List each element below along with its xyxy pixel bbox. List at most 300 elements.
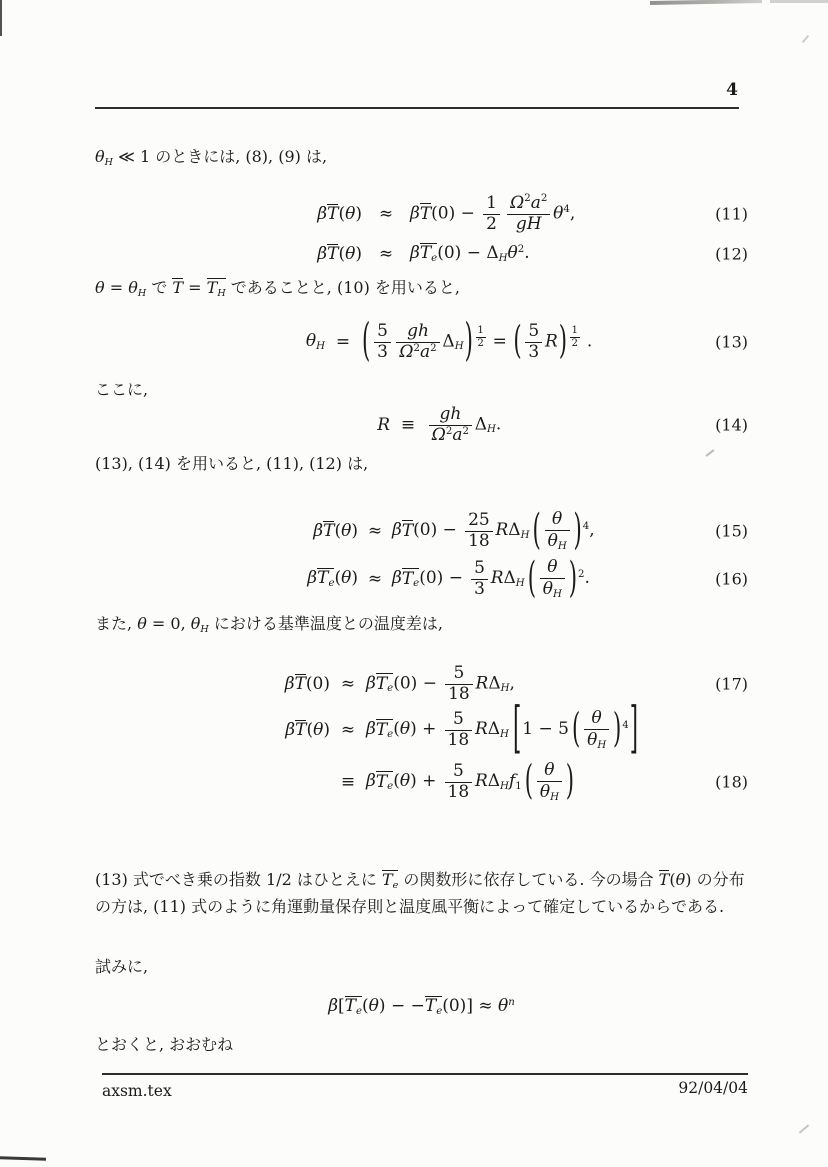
math-var: R <box>475 673 489 694</box>
math-overline <box>207 278 226 298</box>
math-var: e <box>392 879 399 891</box>
scan-artifact-bottom-left <box>0 1156 46 1161</box>
math-var: β <box>284 674 295 694</box>
math-fraction <box>445 664 473 704</box>
math-var: θ <box>498 996 509 1017</box>
equation-lhs <box>95 415 390 435</box>
math-overline <box>420 203 431 222</box>
math-fraction <box>396 322 439 362</box>
math-var: β <box>392 568 402 589</box>
math-fraction <box>507 194 550 234</box>
math-var: θ <box>313 720 324 740</box>
math-text: ( <box>306 720 314 740</box>
math-subscript <box>521 531 530 541</box>
math-overline <box>382 870 398 890</box>
math-var: e <box>436 1006 443 1018</box>
fraction-denominator <box>525 343 542 363</box>
math-var: θ <box>341 568 352 589</box>
header-rule <box>95 107 739 109</box>
math-subscript <box>558 542 567 552</box>
math-var: n <box>508 997 515 1009</box>
paragraph-boundary-condition <box>95 277 768 299</box>
fraction-numerator <box>445 762 473 783</box>
math-subscript <box>200 625 208 635</box>
math-text: = <box>487 331 513 352</box>
equation-number: (18) <box>715 772 748 792</box>
math-var: T <box>327 204 339 224</box>
fraction-denominator <box>445 685 473 705</box>
fraction-denominator <box>396 343 439 363</box>
equation-rhs <box>392 505 748 556</box>
math-var: β <box>366 719 376 740</box>
math-text: 5 <box>453 662 465 683</box>
math-superscript <box>508 998 515 1008</box>
math-var: θ <box>544 760 555 781</box>
math-var: T <box>375 673 388 694</box>
fraction-numerator <box>445 710 473 731</box>
page-number: 4 <box>726 80 738 100</box>
math-var: e <box>387 683 394 695</box>
math-var: a <box>530 192 541 213</box>
math-text: (0) − <box>419 568 469 589</box>
math-var: θ <box>399 771 411 792</box>
math-delimiter: ] <box>629 697 639 763</box>
math-var: R <box>544 331 558 352</box>
math-text: 2 <box>577 569 585 581</box>
math-fraction <box>584 709 609 750</box>
math-var: θ <box>345 204 356 224</box>
math-overline <box>295 720 306 739</box>
equation-relation: ≡ <box>340 772 356 792</box>
math-var: θ <box>345 244 356 264</box>
math-text: 1 <box>571 324 579 336</box>
math-text: Δ <box>474 414 488 435</box>
math-var: H <box>550 791 559 803</box>
equation-lhs <box>95 331 325 352</box>
math-superscript <box>474 325 487 350</box>
math-var: H <box>454 341 464 353</box>
equation-group-15-16 <box>95 507 748 603</box>
math-text: ) − − <box>378 996 425 1017</box>
math-var: T <box>294 674 306 694</box>
math-fraction <box>537 761 562 802</box>
math-var: θ <box>591 708 602 729</box>
fraction-numerator <box>429 405 472 426</box>
equation-group-17-18 <box>95 664 748 808</box>
equation-rhs <box>410 243 748 264</box>
math-text: 2 <box>430 342 437 354</box>
footer-filename: axsm.tex <box>102 1082 172 1100</box>
equation-rhs <box>392 553 748 604</box>
math-text: ( <box>362 996 369 1017</box>
math-text: Δ <box>503 568 516 589</box>
math-var: θ <box>675 870 686 889</box>
math-text: 5 <box>377 320 388 341</box>
math-fraction <box>374 322 391 362</box>
math-subscript <box>501 684 510 694</box>
math-var: β <box>313 521 324 541</box>
math-var: e <box>387 781 394 793</box>
math-text: . <box>495 414 502 435</box>
math-text: ( <box>334 568 342 589</box>
math-text: 2 <box>486 214 497 235</box>
math-var: T <box>323 521 335 541</box>
math-fraction <box>540 558 565 599</box>
math-fraction <box>545 510 570 551</box>
math-text: 2 <box>540 193 548 205</box>
math-superscript <box>463 427 469 437</box>
math-var: R <box>495 520 509 541</box>
math-var: e <box>413 578 420 590</box>
fraction-numerator <box>525 322 542 343</box>
math-var: H <box>500 781 509 793</box>
fraction-numerator <box>476 325 486 338</box>
equation-number: (13) <box>715 332 748 352</box>
math-var: θ <box>95 278 105 297</box>
math-overline <box>420 243 437 264</box>
math-var: θ <box>539 781 551 802</box>
paragraph-discussion-line1 <box>95 869 768 891</box>
math-var: T <box>401 568 414 589</box>
equation-relation: ≈ <box>340 720 356 740</box>
math-text: . <box>524 243 530 264</box>
fraction-denominator <box>465 532 493 552</box>
math-text: ( <box>334 521 342 541</box>
fraction-denominator <box>570 338 580 350</box>
math-var: R <box>377 415 390 435</box>
math-text: ) + <box>410 719 442 740</box>
math-var: H <box>137 287 147 299</box>
scan-artifact-left-edge <box>0 0 2 36</box>
math-fraction <box>445 710 473 750</box>
math-delimiter: ) <box>558 319 568 365</box>
equation-rhs <box>366 758 748 806</box>
math-overline <box>345 996 362 1017</box>
math-text: . <box>584 568 590 589</box>
math-overline <box>425 996 442 1017</box>
math-var: T <box>658 870 670 889</box>
math-text: 18 <box>468 531 490 552</box>
math-text: ( <box>338 204 346 224</box>
math-var: H <box>520 530 530 542</box>
fraction-denominator <box>445 731 473 751</box>
math-var: T <box>401 520 414 541</box>
math-delimiter: ) <box>464 315 473 368</box>
fraction-numerator <box>537 761 562 782</box>
fraction-denominator <box>540 579 565 600</box>
equation-rhs <box>366 664 748 704</box>
math-var: θ <box>95 147 105 166</box>
math-subscript <box>138 289 146 299</box>
equation-number: (11) <box>715 204 748 224</box>
math-text: Δ <box>487 719 501 740</box>
math-text: の関数形に依存している. 今の場合 <box>398 870 659 889</box>
fraction-denominator <box>545 531 570 552</box>
fraction-numerator <box>584 709 609 730</box>
math-text: ) の分布 <box>685 870 745 889</box>
equation-relation: ≈ <box>367 521 383 541</box>
paragraph-here <box>95 379 768 401</box>
math-text: ここに, <box>95 380 149 399</box>
math-superscript <box>568 325 581 350</box>
math-var: T <box>375 719 388 740</box>
math-delimiter: ( <box>532 505 541 556</box>
fraction-denominator <box>374 343 391 363</box>
equation-lhs <box>95 204 362 224</box>
math-var: H <box>500 729 509 741</box>
math-var: β <box>328 996 339 1017</box>
math-var: β <box>317 244 328 264</box>
math-text: ( <box>338 244 346 264</box>
fraction-denominator <box>429 426 472 446</box>
fraction-numerator <box>507 194 550 215</box>
math-delimiter: [ <box>512 697 522 763</box>
math-text: 5 <box>528 320 540 341</box>
math-overline <box>317 568 334 589</box>
math-delimiter: ( <box>527 553 537 604</box>
math-text: ≪ 1 のときには, (8), (9) は, <box>113 147 328 166</box>
math-var: R <box>474 719 488 740</box>
math-var: β <box>307 568 318 589</box>
fraction-denominator <box>584 730 609 751</box>
math-text: 試みに, <box>95 957 149 976</box>
math-text: 18 <box>447 782 470 803</box>
equation-lhs <box>95 568 358 589</box>
math-delimiter: ) <box>612 706 622 754</box>
equation-lhs <box>95 244 362 264</box>
equation-relation: = <box>335 332 351 352</box>
math-text: (13) 式でべき乗の指数 1/2 はひとえに <box>95 870 382 889</box>
math-var: T <box>317 568 329 589</box>
math-text: 2 <box>445 425 453 437</box>
math-text: 2 <box>524 193 531 205</box>
math-var: β <box>410 243 420 264</box>
equation-group-14 <box>95 402 748 448</box>
scan-artifact-speck-top <box>802 35 809 43</box>
math-var: θ <box>128 278 138 297</box>
footer-rule <box>102 1073 748 1075</box>
math-var: T <box>381 870 393 889</box>
math-var: Ω <box>399 342 414 363</box>
math-text: 1 <box>515 781 522 793</box>
math-overline <box>376 771 393 792</box>
math-fraction <box>525 322 542 362</box>
equation-row <box>95 697 748 763</box>
math-overline <box>659 870 670 888</box>
math-var: e <box>356 1006 363 1018</box>
math-superscript <box>430 344 436 354</box>
math-var: gh <box>439 403 462 424</box>
math-text: [ <box>338 996 345 1017</box>
math-var: H <box>553 588 562 600</box>
math-var: H <box>487 424 496 436</box>
fraction-denominator <box>476 338 486 350</box>
equation-group-13 <box>95 316 748 368</box>
math-text: 25 <box>468 509 490 530</box>
math-text: 1 <box>477 324 484 336</box>
math-text: 3 <box>528 342 540 363</box>
math-var: T <box>344 996 356 1017</box>
math-var: θ <box>542 578 554 599</box>
math-text: とおくと, おおむね <box>95 1035 234 1054</box>
paragraph-intro <box>95 146 768 168</box>
math-fraction <box>570 325 580 350</box>
math-text: ( <box>393 771 400 792</box>
fraction-denominator <box>445 783 473 803</box>
fraction-denominator <box>537 782 562 803</box>
math-subscript <box>217 289 225 299</box>
math-var: T <box>327 244 339 264</box>
math-delimiter: ) <box>573 505 582 556</box>
math-var: f <box>508 771 516 792</box>
math-text: , <box>589 520 595 541</box>
fraction-denominator <box>471 580 488 600</box>
math-var: gh <box>407 320 429 341</box>
math-var: a <box>452 425 463 446</box>
math-var: R <box>474 771 488 792</box>
math-text: 18 <box>448 684 470 705</box>
math-text: 2 <box>571 338 579 350</box>
math-var: β <box>366 673 376 694</box>
fraction-denominator <box>507 215 550 235</box>
math-text: (13), (14) を用いると, (11), (12) は, <box>95 454 369 473</box>
fraction-numerator <box>483 194 500 215</box>
equation-number: (14) <box>715 415 748 435</box>
math-var: θ <box>137 614 147 633</box>
fraction-numerator <box>545 510 570 531</box>
math-text: 5 <box>452 708 464 729</box>
math-overline <box>376 719 393 740</box>
math-text: の方は, (11) 式のように角運動量保存則と温度風平衡によって確定しているからである. <box>95 897 725 916</box>
math-var: θ <box>305 331 317 352</box>
math-subscript <box>487 425 496 435</box>
math-var: H <box>500 683 510 695</box>
math-text: 2 <box>462 425 469 437</box>
math-text: また, <box>95 614 138 633</box>
math-var: T <box>375 771 388 792</box>
math-delimiter: ) <box>565 758 575 806</box>
math-var: θ <box>399 719 411 740</box>
math-text: で <box>146 278 173 297</box>
scan-artifact-top-right <box>650 0 762 5</box>
equation-relation: ≈ <box>378 244 394 264</box>
equation-number: (17) <box>715 674 748 694</box>
equation-number: (12) <box>715 244 748 264</box>
equation-relation: ≈ <box>340 674 356 694</box>
fraction-numerator <box>540 558 565 579</box>
equation-number: (16) <box>715 569 748 589</box>
math-subscript <box>500 782 509 792</box>
math-var: T <box>172 278 184 297</box>
math-text: ) <box>351 568 358 589</box>
math-var: H <box>597 739 607 751</box>
math-var: β <box>392 520 402 541</box>
math-text: (0) <box>305 674 330 694</box>
math-var: β <box>285 720 296 740</box>
math-var: e <box>431 253 438 265</box>
math-var: β <box>410 203 420 224</box>
math-var: T <box>424 996 437 1017</box>
math-text: 1 <box>486 192 497 213</box>
math-text: 2 <box>413 342 421 354</box>
math-subscript <box>515 782 521 792</box>
math-fraction <box>471 559 488 599</box>
math-text: 3 <box>474 579 485 600</box>
fraction-numerator <box>445 664 473 685</box>
equation-row <box>95 992 748 1022</box>
math-delimiter: ( <box>524 758 534 806</box>
equation-rhs <box>410 194 748 234</box>
math-var: θ <box>547 530 558 551</box>
math-var: θ <box>190 614 201 633</box>
math-text: Δ <box>442 331 455 352</box>
equation-rhs <box>361 315 748 368</box>
math-text: 1 − 5 <box>522 719 569 740</box>
math-text: (0) − <box>393 673 443 694</box>
math-text: . <box>581 331 593 352</box>
math-overline <box>172 278 183 296</box>
math-var: θ <box>507 243 518 264</box>
equation-lhs <box>95 720 330 740</box>
equation-row <box>95 555 748 603</box>
math-var: θ <box>341 521 352 541</box>
math-text: 5 <box>452 760 464 781</box>
math-delimiter: ) <box>568 553 577 604</box>
math-text: Δ <box>508 520 521 541</box>
math-var: θ <box>552 509 563 530</box>
math-var: θ <box>368 996 379 1017</box>
math-text: 2 <box>517 244 525 256</box>
math-fraction <box>465 511 493 551</box>
math-var: T <box>295 720 307 740</box>
math-text: 18 <box>447 730 470 751</box>
math-text: ) <box>323 720 330 740</box>
equation-rhs <box>426 405 748 445</box>
math-subscript <box>455 342 464 352</box>
math-text: (0) − <box>413 520 463 541</box>
scan-artifact-top-right-2 <box>770 0 828 3</box>
math-var: Ω <box>431 425 446 446</box>
math-var: T <box>419 203 432 224</box>
equation-relation: ≈ <box>378 204 394 224</box>
math-var: T <box>419 243 432 264</box>
math-overline <box>376 673 393 694</box>
math-delimiter: ( <box>572 706 581 754</box>
math-var: θ <box>553 203 564 224</box>
math-text: における基準温度との温度差は, <box>208 614 443 633</box>
math-var: gH <box>515 214 542 235</box>
math-var: H <box>104 156 114 168</box>
math-subscript <box>500 730 509 740</box>
math-delimiter: ( <box>362 315 371 368</box>
math-fraction <box>483 194 500 234</box>
math-text: ( <box>669 870 676 889</box>
math-subscript <box>597 741 606 751</box>
equation-row <box>95 664 748 704</box>
math-fraction <box>429 405 472 445</box>
equation-row <box>95 402 748 448</box>
math-var: θ <box>587 729 598 750</box>
equation-lhs <box>95 674 330 694</box>
math-var: H <box>200 623 209 635</box>
equation-relation: ≡ <box>400 415 416 435</box>
math-var: a <box>420 342 431 363</box>
equation-row <box>95 756 748 808</box>
equation-group-11-12 <box>95 191 748 271</box>
fraction-numerator <box>374 322 391 343</box>
math-text: (0) − Δ <box>437 243 499 264</box>
math-var: H <box>557 540 567 552</box>
